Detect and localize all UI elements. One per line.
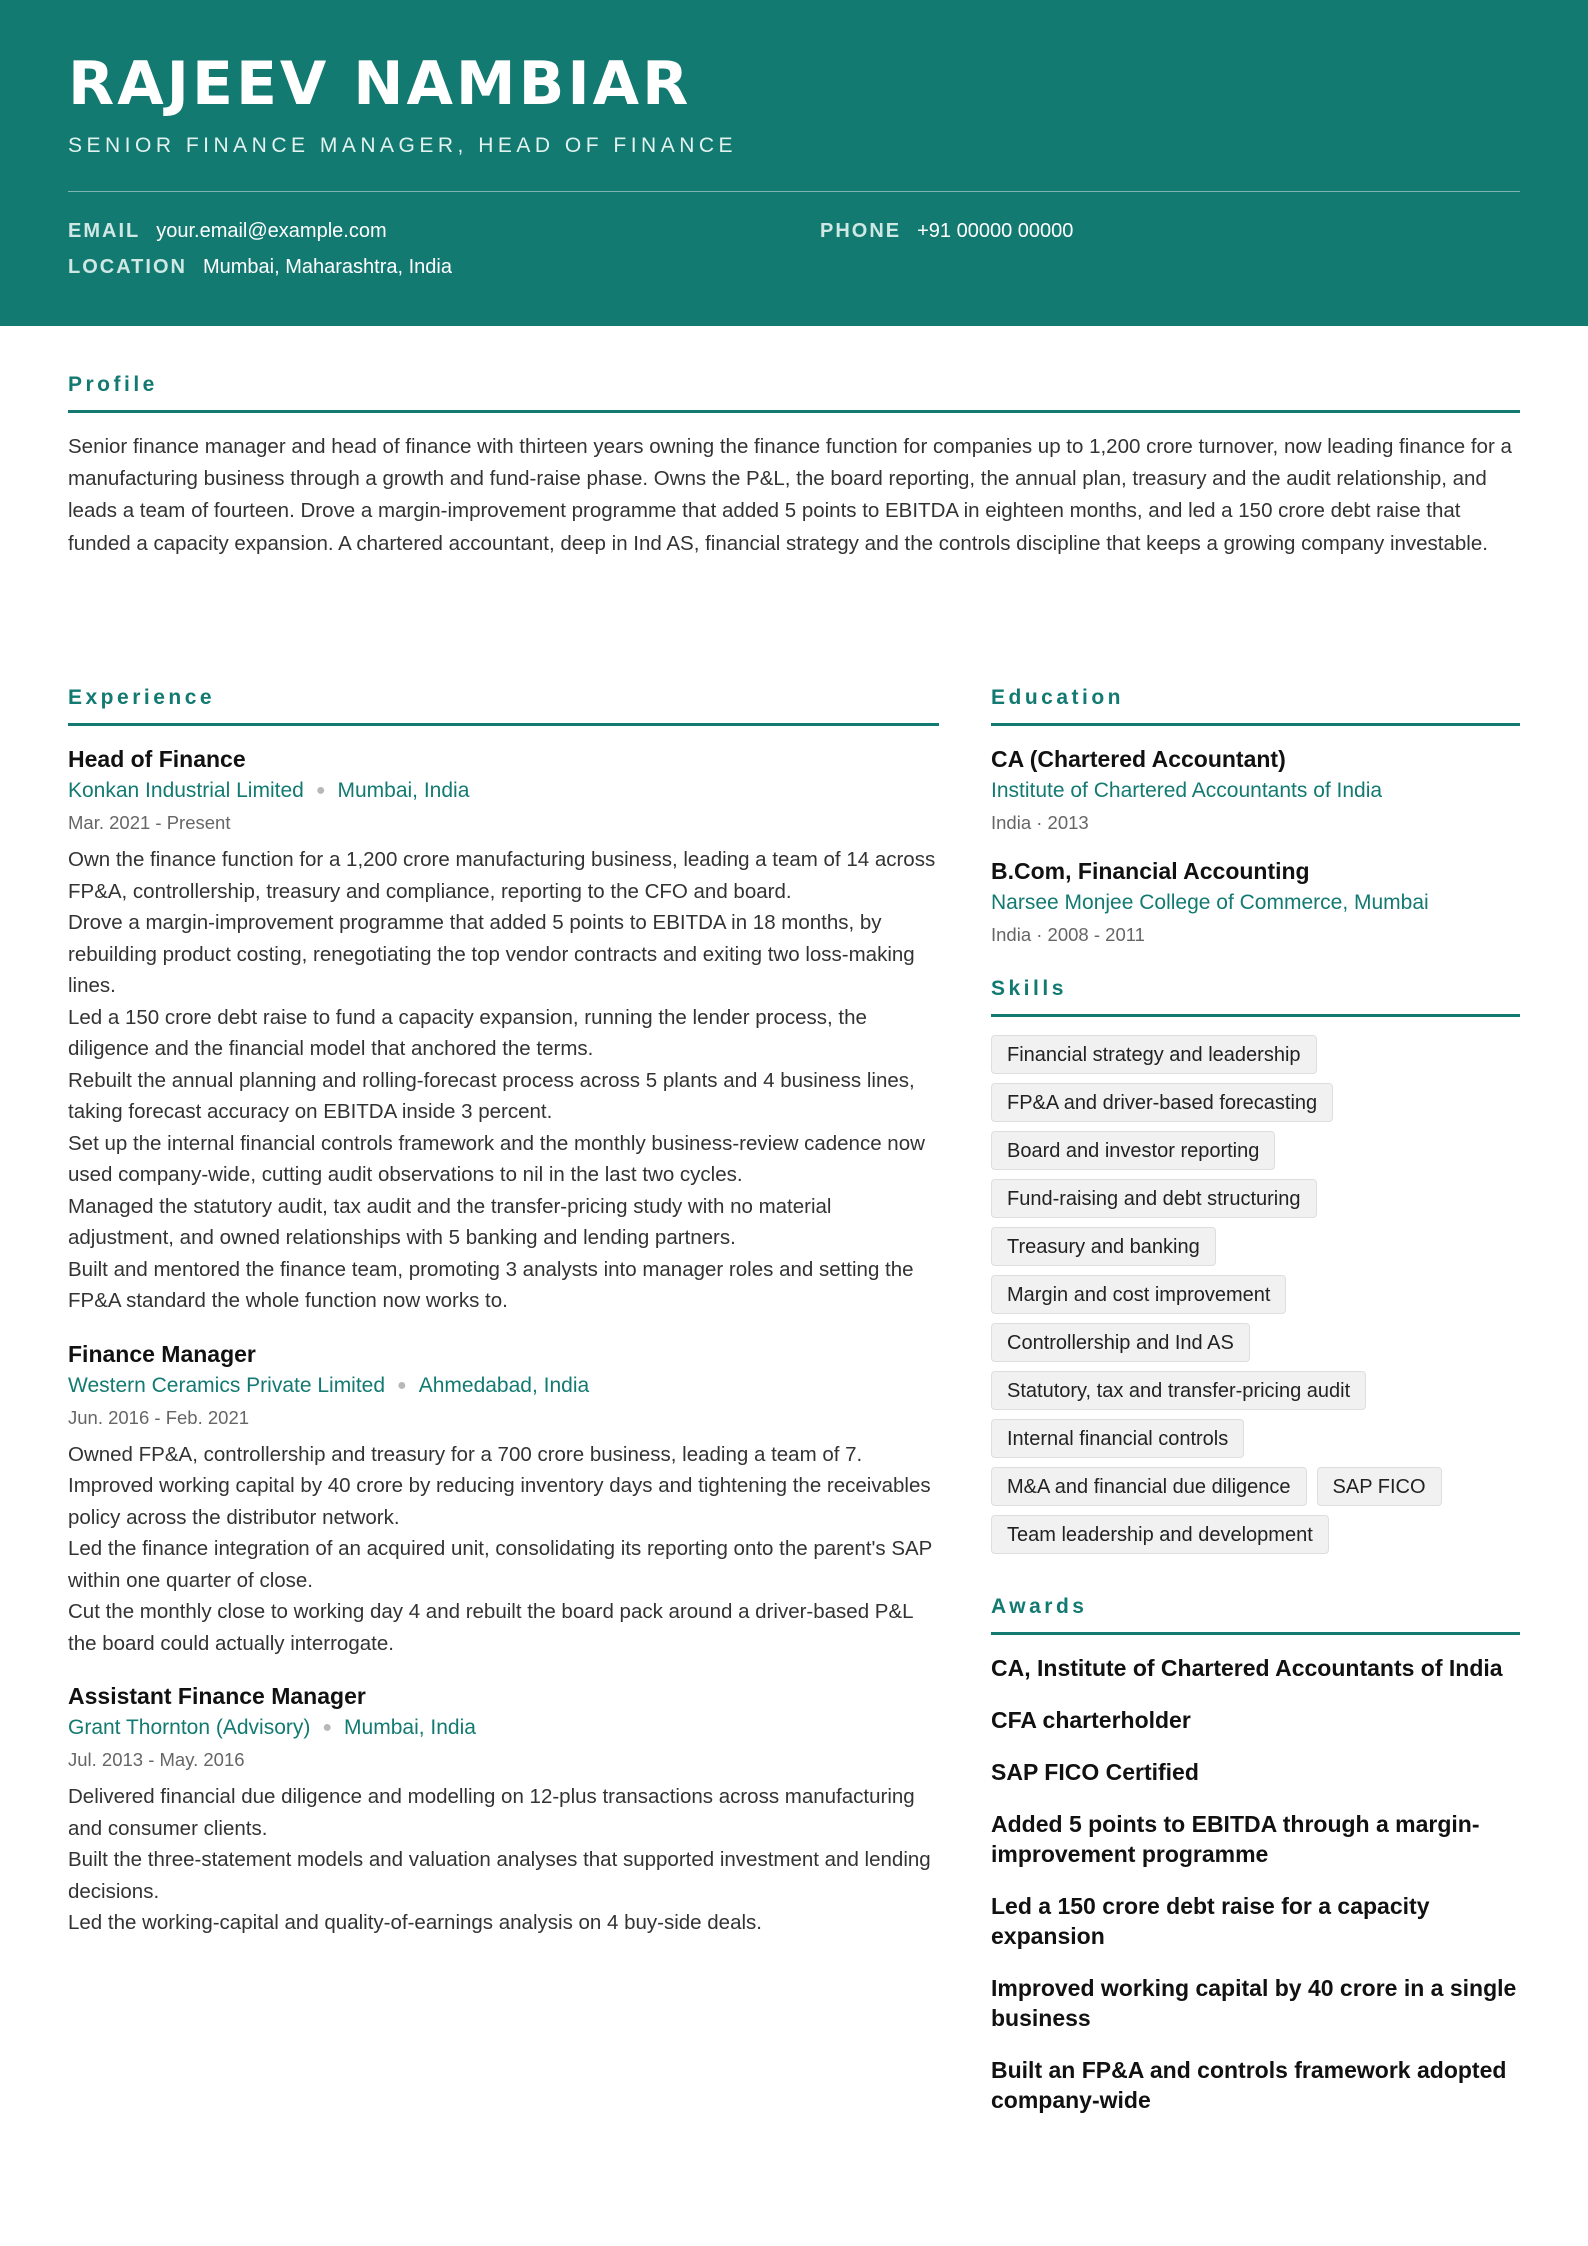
- skill-chip: Internal financial controls: [991, 1419, 1244, 1458]
- award-item: CFA charterholder: [991, 1707, 1191, 1733]
- separator-dot-icon: ●: [397, 1376, 407, 1394]
- education-entry: [991, 856, 1520, 948]
- job-bullet: Managed the statutory audit, tax audit and the transfer-pricing study with no material adjustment, and owned relationships with 5 banking and lending partners.: [68, 1194, 832, 1249]
- job-bullet: Rebuilt the annual planning and rolling-forecast process across 5 plants and 4 business lines, taking forecast accuracy on EBITDA inside 3 percent.: [68, 1068, 915, 1123]
- job-entry: [68, 744, 939, 1317]
- contact-phone: [820, 218, 1073, 244]
- job-entry: [68, 1339, 939, 1660]
- job-bullet: Led a 150 crore debt raise to fund a capacity expansion, running the lender process, the diligence and the financial model that anchored the terms.: [68, 1005, 867, 1060]
- separator-dot-icon: ●: [322, 1719, 333, 1736]
- job-bullet: Led the finance integration of an acquired unit, consolidating its reporting onto the parent's SAP within one quarter of close.: [68, 1537, 932, 1592]
- email-value[interactable]: your.email@example.com: [156, 220, 387, 242]
- separator-dot-icon: ●: [315, 782, 326, 799]
- skill-chip: Controllership and Ind AS: [991, 1323, 1250, 1362]
- skill-chip: Team leadership and development: [991, 1515, 1329, 1554]
- education-degree: CA (Chartered Accountant): [991, 746, 1286, 772]
- job-meta: [68, 1371, 939, 1403]
- job-meta: [68, 1713, 939, 1745]
- skill-chip: Treasury and banking: [991, 1227, 1216, 1266]
- award-item: Led a 150 crore debt raise for a capacity expansion: [991, 1893, 1430, 1949]
- job-bullet: Built the three-statement models and valuation analyses that supported investment and lending decisions.: [68, 1848, 931, 1903]
- award-item: SAP FICO Certified: [991, 1759, 1199, 1785]
- job-entry: [68, 1681, 939, 1939]
- job-bullet: Own the finance function for a 1,200 crore manufacturing business, leading a team of 14 across FP&A, controllership, treasury and compliance, reporting to the CFO and board.: [68, 848, 936, 903]
- job-title: Finance Manager: [68, 1340, 256, 1367]
- job-dates: Jun. 2016 - Feb. 2021: [68, 1406, 250, 1428]
- location-label: LOCATION: [68, 256, 187, 278]
- profile-summary: Senior finance manager and head of finance with thirteen years owning the finance function for companies up to 1,200 crore turnover, now leading finance for a manufacturing business through a growth and fund-raise phase. Owns the P&L, the board reporting, the annual plan, treasury and the audit relationship, and leads a team of fourteen. Drove a margin-improvement programme that added 5 points to EBITDA in eighteen months, and led a 150 crore debt raise that funded a capacity expansion. A chartered accountant, deep in Ind AS, financial strategy and the controls discipline that keeps a growing company investable.: [68, 435, 1512, 555]
- job-company: Konkan Industrial Limited: [68, 779, 304, 802]
- education-school: Institute of Chartered Accountants of India: [991, 779, 1383, 802]
- skill-chip: Statutory, tax and transfer-pricing audit: [991, 1371, 1366, 1410]
- job-company: Grant Thornton (Advisory): [68, 1716, 311, 1739]
- resume-header: [0, 0, 1588, 326]
- job-bullet: Owned FP&A, controllership and treasury for a 700 crore business, leading a team of 7.: [68, 1442, 863, 1466]
- awards-heading: Awards: [991, 1594, 1520, 1635]
- job-bullet: Set up the internal financial controls framework and the monthly business-review cadence now used company-wide, cutting audit observations to nil in the last two cycles.: [68, 1131, 925, 1186]
- phone-value[interactable]: +91 00000 00000: [917, 220, 1074, 242]
- job-bullet: Cut the monthly close to working day 4 and rebuilt the board pack around a driver-based P&L the board could actually interrogate.: [68, 1600, 913, 1655]
- education-heading: Education: [991, 685, 1520, 726]
- job-dates: Mar. 2021 - Present: [68, 812, 231, 833]
- job-location: Ahmedabad, India: [418, 1373, 590, 1397]
- job-bullet: Drove a margin-improvement programme that added 5 points to EBITDA in 18 months, by rebuilding product costing, renegotiating the top vendor contracts and exiting two loss-making lines.: [68, 911, 915, 997]
- contact-email: [68, 218, 387, 244]
- experience-heading: Experience: [68, 685, 939, 726]
- education-school: Narsee Monjee College of Commerce, Mumbai: [991, 891, 1429, 914]
- job-bullet: Led the working-capital and quality-of-earnings analysis on 4 buy-side deals.: [68, 1911, 762, 1934]
- job-company: Western Ceramics Private Limited: [68, 1373, 386, 1397]
- email-label: EMAIL: [68, 220, 141, 242]
- job-bullet: Built and mentored the finance team, promoting 3 analysts into manager roles and setting the FP&A standard the whole function now works to.: [68, 1257, 914, 1312]
- job-dates: Jul. 2013 - May. 2016: [68, 1749, 245, 1770]
- skill-chip: FP&A and driver-based forecasting: [991, 1083, 1333, 1122]
- skill-chip: Board and investor reporting: [991, 1131, 1275, 1170]
- award-item: Improved working capital by 40 crore in a single business: [991, 1975, 1517, 2031]
- skills-heading: Skills: [991, 976, 1520, 1017]
- skill-chip: Fund-raising and debt structuring: [991, 1179, 1317, 1218]
- award-item: Added 5 points to EBITDA through a margin-improvement programme: [991, 1811, 1480, 1867]
- job-location: Mumbai, India: [344, 1716, 476, 1739]
- award-item: Built an FP&A and controls framework adopted company-wide: [991, 2057, 1507, 2113]
- job-bullet: Delivered financial due diligence and modelling on 12-plus transactions across manufacturing and consumer clients.: [68, 1785, 915, 1840]
- experience-column: [68, 685, 939, 1961]
- job-title: Assistant Finance Manager: [68, 1683, 366, 1709]
- education-meta: India · 2008 - 2011: [991, 924, 1145, 945]
- skill-chip: SAP FICO: [1317, 1467, 1442, 1506]
- education-degree: B.Com, Financial Accounting: [991, 858, 1310, 884]
- phone-label: PHONE: [820, 220, 902, 242]
- education-meta: India · 2013: [991, 812, 1089, 833]
- award-item: CA, Institute of Chartered Accountants of India: [991, 1655, 1503, 1681]
- header-divider: [68, 191, 1520, 192]
- location-value: Mumbai, Maharashtra, India: [202, 256, 452, 278]
- skill-chip: Financial strategy and leadership: [991, 1035, 1317, 1074]
- sidebar-column: [991, 685, 1520, 2137]
- job-meta: [68, 776, 939, 808]
- skill-chip: M&A and financial due diligence: [991, 1467, 1307, 1506]
- education-entry: [991, 744, 1520, 836]
- job-title: Head of Finance: [68, 746, 246, 772]
- contact-location: [68, 254, 452, 280]
- candidate-name: RAJEEV NAMBIAR: [68, 49, 692, 119]
- skill-chip: Margin and cost improvement: [991, 1275, 1286, 1314]
- skills-list: [991, 1035, 1520, 1554]
- candidate-title: SENIOR FINANCE MANAGER, HEAD OF FINANCE: [68, 134, 738, 157]
- job-location: Mumbai, India: [337, 779, 470, 802]
- profile-heading: Profile: [68, 372, 1520, 413]
- job-bullet: Improved working capital by 40 crore by reducing inventory days and tightening the receivables policy across the distributor network.: [68, 1474, 931, 1529]
